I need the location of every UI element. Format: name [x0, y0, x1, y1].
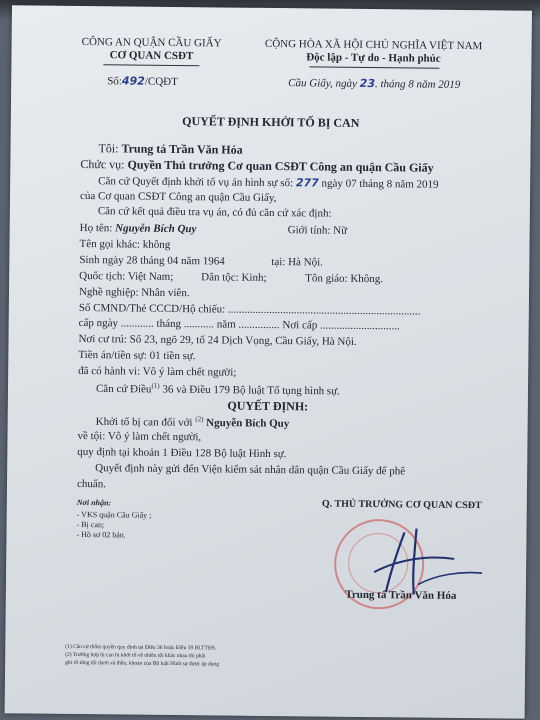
defendant-name: Nguyễn Bích Quy [115, 222, 197, 236]
officer-line: Tôi: Trung tá Trần Văn Hóa [98, 141, 243, 157]
religion: Tôn giáo: Không. [305, 272, 384, 286]
document-date: Cầu Giấy, ngày 23. tháng 8 năm 2019 [288, 76, 461, 91]
charge: về tội: Vô ý làm chết người, [77, 429, 202, 444]
recipient-item: - VKS quận Cầu Giấy ; [76, 509, 152, 520]
criminal-record: Tiền án/tiền sự: 01 tiền sự. [78, 348, 196, 363]
offense-act: đã có hành vi: Vô ý làm chết người; [78, 364, 237, 379]
document-number-handwritten: 492 [121, 74, 145, 88]
id-number-line: Số CMND/Thẻ CCCD/Hộ chiếu: ...................................................................... [78, 301, 421, 318]
document-title: QUYẾT ĐỊNH KHỞI TỐ BỊ CAN [182, 114, 360, 130]
residence: Nơi cư trú: Số 23, ngõ 29, tổ 24 Dịch Vọng, Cầu Giấy, Hà Nội. [78, 332, 357, 348]
occupation: Nghề nghiệp: Nhân viên. [78, 285, 190, 300]
birth-date: Sinh ngày 28 tháng 04 năm 1964 [79, 253, 225, 268]
legal-basis-3: Căn cứ Điều$^{(1)}$ 36 và Điều 179 Bộ luật Tố tụng hình sự. [95, 381, 340, 398]
footnote-1: (1) Căn cứ thẩm quyền quy định tại Điều 36 hoặc Điều 39 BLTTHS. [65, 643, 217, 652]
gender: Giới tính: Nữ [287, 224, 348, 237]
legal-basis-2: Căn cứ kết quả điều tra vụ án, có đủ căn cứ xác định: [97, 205, 332, 220]
recipients-label: Nơi nhận: [76, 497, 112, 508]
legal-provision: quy định tại khoản 1 Điều 128 Bộ luật Hình sự. [77, 445, 287, 461]
birth-place: tại: Hà Nội. [271, 256, 324, 269]
full-name-line: Họ tên: Nguyễn Bích Quy [79, 221, 197, 236]
agency-underline [103, 64, 199, 66]
alias: Tên gọi khác: không [79, 237, 171, 251]
forwarding-line: Quyết định này gửi đến Viện kiểm sát nhân dân quận Cầu Giấy để phê [95, 462, 406, 478]
legal-basis-1-cont: của Cơ quan CSĐT Công an quận Cầu Giấy, [79, 190, 277, 205]
document-page [5, 5, 532, 718]
prosecuted-name: Nguyễn Bích Quy [206, 416, 290, 430]
recipient-item: - Hồ sơ 02 bản. [76, 529, 126, 540]
prosecution-line: Khởi tố bị can đối với $^{(2)}$ Nguyễn Bích Quy [95, 415, 290, 430]
position-line: Chức vụ: Quyền Thủ trưởng Cơ quan CSĐT Công an quận Cầu Giấy [80, 157, 434, 175]
signatory-name: Trung tá Trần Văn Hóa [345, 588, 457, 602]
officer-name: Trung tá Trần Văn Hóa [121, 141, 243, 157]
recipient-item: - Bị can; [76, 519, 105, 530]
country-line1: CỘNG HÒA XÃ HỘI CHỦ NGHĨA VIỆT NAM [264, 37, 483, 53]
legal-basis-1: Căn cứ Quyết định khởi tố vụ án hình sự số: 277 ngày 07 tháng 8 năm 2019 [98, 175, 439, 191]
motto-underline [309, 66, 439, 68]
id-number-dots: ...................................................................... [227, 303, 421, 318]
agency-line2: CƠ QUAN CSĐT [109, 49, 194, 63]
decision-heading: QUYẾT ĐỊNH: [227, 398, 309, 414]
date-day-handwritten: 23 [359, 76, 376, 91]
country-motto: Độc lập - Tự do - Hạnh phúc [306, 51, 441, 65]
footnote-3: ghi rõ từng tội danh và điều, khoản của Bộ luật Hình sự được áp dụng [65, 659, 220, 668]
agency-line1: CÔNG AN QUẬN CẦU GIẤY [81, 36, 222, 50]
position-value: Quyền Thủ trưởng Cơ quan CSĐT Công an quận Cầu Giấy [127, 157, 434, 175]
signatory-role: Q. THỦ TRƯỞNG CƠ QUAN CSĐT [321, 498, 482, 512]
case-number-handwritten: 277 [295, 176, 319, 190]
nationality: Quốc tịch: Việt Nam; [79, 269, 174, 283]
forwarding-line-cont: chuẩn. [76, 477, 107, 491]
id-issue-line: cấp ngày ............ tháng ........... năm ............... Nơi cấp ............................. [78, 316, 400, 333]
document-number: Số:492/CQĐT [107, 74, 178, 89]
ethnicity: Dân tộc: Kinh; [201, 271, 267, 284]
footnote-2: (2) Trường hợp bị can bị khởi tố về nhiều tội khác nhau thì phải [65, 651, 206, 660]
